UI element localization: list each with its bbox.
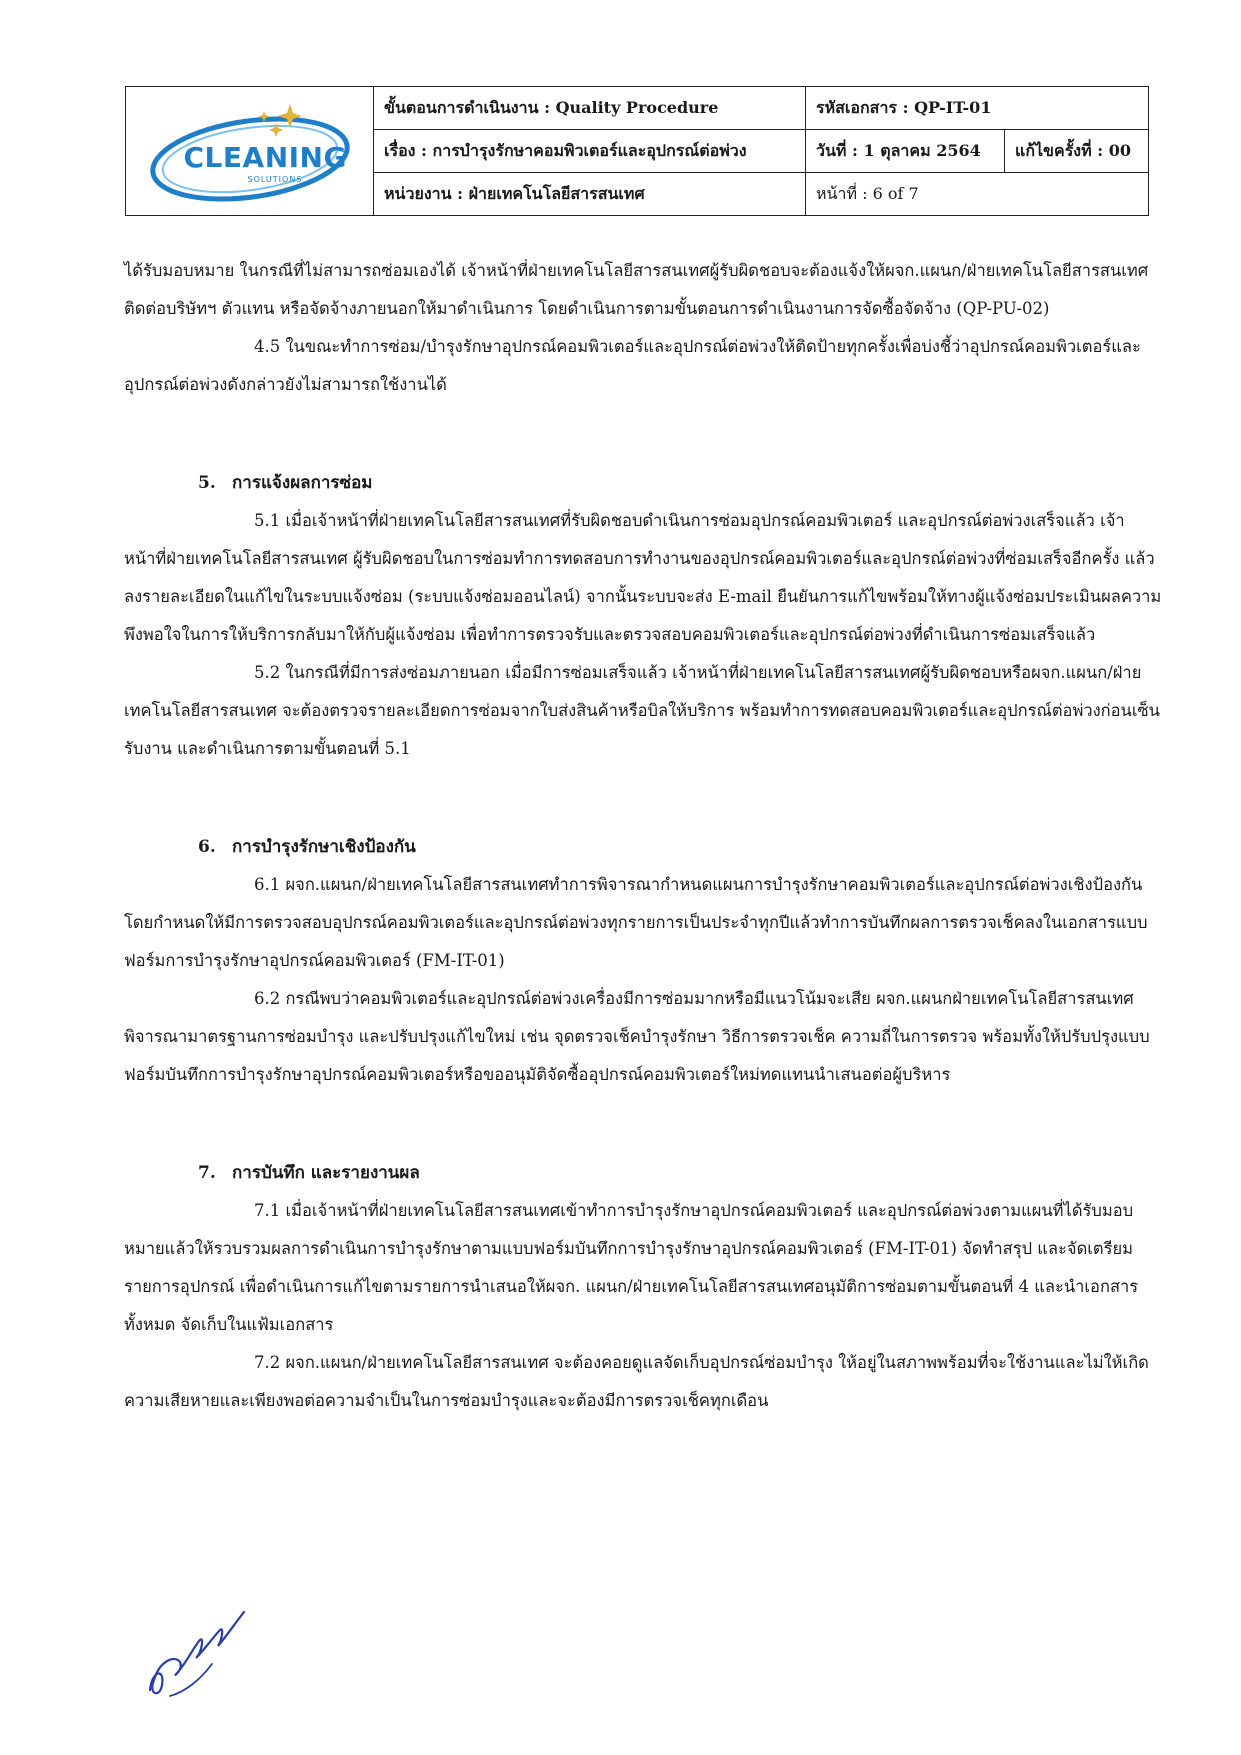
section-5-heading	[124, 464, 1164, 502]
section-6-heading	[124, 828, 1164, 866]
section-6-title: การบำรุงรักษาเชิงป้องกัน	[232, 837, 416, 857]
paragraph-6-1: 6.1 ผจก.แผนก/ฝ่ายเทคโนโลยีสารสนเทศทำการพิจารณากำหนดแผนการบำรุงรักษาคอมพิวเตอร์และอุปกรณ์ต่อพ่วงเชิงป้องกันโดยกำหนดให้มีการตรวจสอบอุปกรณ์คอมพิวเตอร์และอุปกรณ์ต่อพ่วงทุกรายการเป็นประจำทุกปีแล้วทำการบันทึกผลการตรวจเช็คลงในเอกสารแบบฟอร์มการบำรุงรักษาอุปกรณ์คอมพิวเตอร์ (FM-IT-01)	[124, 875, 1148, 970]
section-5-title: การแจ้งผลการซ่อม	[232, 473, 373, 493]
paragraph-4-5: 4.5 ในขณะทำการซ่อม/บำรุงรักษาอุปกรณ์คอมพิวเตอร์และอุปกรณ์ต่อพ่วงให้ติดป้ายทุกครั้งเพื่อบ่งชี้ว่าอุปกรณ์คอมพิวเตอร์และอุปกรณ์ต่อพ่วงดังกล่าวยังไม่สามารถใช้งานได้	[124, 337, 1141, 394]
section-7-title: การบันทึก และรายงานผล	[232, 1163, 420, 1183]
paragraph-5-1: 5.1 เมื่อเจ้าหน้าที่ฝ่ายเทคโนโลยีสารสนเทศที่รับผิดชอบดำเนินการซ่อมอุปกรณ์คอมพิวเตอร์ และอุปกรณ์ต่อพ่วงเสร็จแล้ว เจ้าหน้าที่ฝ่ายเทคโนโลยีสารสนเทศ ผู้รับผิดชอบในการซ่อมทำการทดสอบการทำงานของอุปกรณ์คอมพิวเตอร์และอุปกรณ์ต่อพ่วงที่ซ่อมเสร็จอีกครั้ง แล้วลงรายละเอียดในแก้ไขในระบบแจ้งซ่อม (ระบบแจ้งซ่อมออนไลน์) จากนั้นระบบจะส่ง E-mail ยืนยันการแก้ไขพร้อมให้ทางผู้แจ้งซ่อมประเมินผลความพึงพอใจในการให้บริการกลับมาให้กับผู้แจ้งซ่อม เพื่อทำการตรวจรับและตรวจสอบคอมพิวเตอร์และอุปกรณ์ต่อพ่วงที่ดำเนินการซ่อมเสร็จแล้ว	[124, 511, 1162, 644]
section-7-number: 7.	[198, 1163, 216, 1183]
document-code: รหัสเอกสาร : QP-IT-01	[806, 87, 1149, 130]
department: หน่วยงาน : ฝ่ายเทคโนโลยีสารสนเทศ	[374, 173, 806, 216]
paragraph-7-1: 7.1 เมื่อเจ้าหน้าที่ฝ่ายเทคโนโลยีสารสนเทศเข้าทำการบำรุงรักษาอุปกรณ์คอมพิวเตอร์ และอุปกรณ์ต่อพ่วงตามแผนที่ได้รับมอบหมายแล้วให้รวบรวมผลการดำเนินการบำรุงรักษาตามแบบฟอร์มบันทึกการบำรุงรักษาอุปกรณ์คอมพิวเตอร์ (FM-IT-01) จัดทำสรุป และจัดเตรียมรายการอุปกรณ์ เพื่อดำเนินการแก้ไขตามรายการนำเสนอให้ผจก. แผนก/ฝ่ายเทคโนโลยีสารสนเทศอนุมัติการซ่อมตามขั้นตอนที่ 4 และนำเอกสารทั้งหมด จัดเก็บในแฟ้มเอกสาร	[124, 1201, 1139, 1334]
logo-wordmark: CLEANING	[183, 140, 347, 174]
section-5-number: 5.	[198, 473, 216, 493]
logo-subtext: SOLUTIONS	[247, 174, 303, 184]
paragraph-continued: ได้รับมอบหมาย ในกรณีที่ไม่สามารถซ่อมเองได้ เจ้าหน้าที่ฝ่ายเทคโนโลยีสารสนเทศผู้รับผิดชอบจะต้องแจ้งให้ผจก.แผนก/ฝ่ายเทคโนโลยีสารสนเทศ ติดต่อบริษัทฯ ตัวแทน หรือจัดจ้างภายนอกให้มาดำเนินการ โดยดำเนินการตามขั้นตอนการดำเนินงานการจัดซื้อจัดจ้าง (QP-PU-02)	[124, 261, 1149, 318]
revision-number: แก้ไขครั้งที่ : 00	[1005, 130, 1149, 173]
handwritten-signature	[140, 1600, 260, 1710]
paragraph-5-2: 5.2 ในกรณีที่มีการส่งซ่อมภายนอก เมื่อมีการซ่อมเสร็จแล้ว เจ้าหน้าที่ฝ่ายเทคโนโลยีสารสนเทศผู้รับผิดชอบหรือผจก.แผนก/ฝ่ายเทคโนโลยีสารสนเทศ จะต้องตรวจรายละเอียดการซ่อมจากใบส่งสินค้าหรือบิลให้บริการ พร้อมทำการทดสอบคอมพิวเตอร์และอุปกรณ์ต่อพ่วงก่อนเซ็นรับงาน และดำเนินการตามขั้นตอนที่ 5.1	[124, 663, 1160, 758]
document-subject: เรื่อง : การบำรุงรักษาคอมพิวเตอร์และอุปกรณ์ต่อพ่วง	[374, 130, 806, 173]
page-number: หน้าที่ : 6 of 7	[806, 173, 1149, 216]
logo-cell	[126, 87, 374, 216]
procedure-title: ขั้นตอนการดำเนินงาน : Quality Procedure	[374, 87, 806, 130]
document-date: วันที่ : 1 ตุลาคม 2564	[806, 130, 1005, 173]
paragraph-7-2: 7.2 ผจก.แผนก/ฝ่ายเทคโนโลยีสารสนเทศ จะต้องคอยดูแลจัดเก็บอุปกรณ์ซ่อมบำรุง ให้อยู่ในสภาพพร้อมที่จะใช้งานและไม่ให้เกิดความเสียหายและเพียงพอต่อความจำเป็นในการซ่อมบำรุงและจะต้องมีการตรวจเช็คทุกเดือน	[124, 1353, 1149, 1410]
document-body	[124, 252, 1164, 1420]
section-7-heading	[124, 1154, 1164, 1192]
section-6-number: 6.	[198, 837, 216, 857]
paragraph-6-2: 6.2 กรณีพบว่าคอมพิวเตอร์และอุปกรณ์ต่อพ่วงเครื่องมีการซ่อมมากหรือมีแนวโน้มจะเสีย ผจก.แผนกฝ่ายเทคโนโลยีสารสนเทศ พิจารณามาตรฐานการซ่อมบำรุง และปรับปรุงแก้ไขใหม่ เช่น จุดตรวจเช็คบำรุงรักษา วิธีการตรวจเช็ค ความถี่ในการตรวจ พร้อมทั้งให้ปรับปรุงแบบฟอร์มบันทึกการบำรุงรักษาอุปกรณ์คอมพิวเตอร์หรือขออนุมัติจัดซื้ออุปกรณ์คอมพิวเตอร์ใหม่ทดแทนนำเสนอต่อผู้บริหาร	[124, 989, 1150, 1084]
company-logo	[140, 89, 360, 214]
document-header-table	[125, 86, 1149, 216]
